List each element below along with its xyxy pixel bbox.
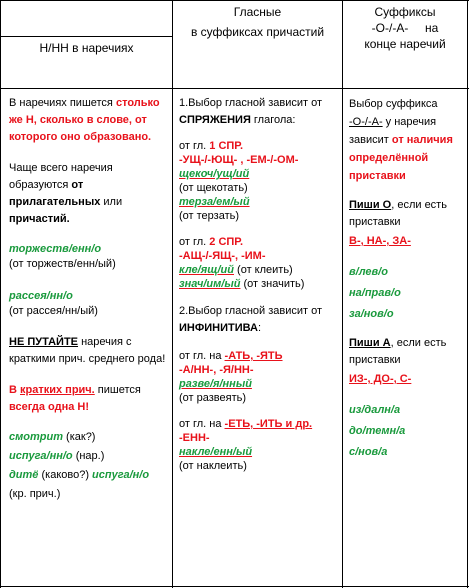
header-divider-col1 <box>0 36 172 37</box>
col3-a-example-2: до/темн/а <box>349 425 406 437</box>
col3-a-example-1: из/далн/а <box>349 404 401 416</box>
col2-inf-1-suffixes: -А/НН-, -Я/НН- <box>179 364 254 376</box>
col1-example-4-word: испуга/нн/о <box>9 450 73 462</box>
header-col3-line2: -О-/-А- на <box>371 21 439 35</box>
header-col1-text: Н/НН в наречиях <box>39 41 134 55</box>
col3-o-examples <box>349 262 463 325</box>
header-col2-line1: Гласные <box>233 5 282 19</box>
col2-conj-2-example: кле/ящ/ий <box>179 264 234 276</box>
col2-section-1-term: СПРЯЖЕНИЯ <box>179 114 251 126</box>
col3-o-example-2: на/прав/о <box>349 287 401 299</box>
col3-content <box>349 95 463 463</box>
col2-inf-1-label: -АТЬ, -ЯТЬ <box>224 350 283 362</box>
col1-short-term: кратких прич. <box>20 384 95 396</box>
col1-example-5-word: дитё <box>9 469 39 481</box>
col2-conj-1-source: (от щекотать) <box>179 182 248 194</box>
col2-section-1-text: 1.Выбор гласной зависит от <box>179 97 323 109</box>
col2-inf-2-source: (от наклеить) <box>179 460 247 472</box>
col2-conj-2-row-2 <box>179 277 339 291</box>
col1-example-5-q: (каково?) <box>38 469 93 481</box>
col3-rule-text: Выбор суффикса <box>349 98 438 110</box>
col3-o-rule <box>349 197 463 250</box>
col1-rule-highlight: столько же Н, сколько в слове, от которого оно образовано. <box>9 97 160 143</box>
col3-rule-suffix: -О-/-А- <box>349 116 383 128</box>
col2-conj-1-from: от гл. <box>179 140 210 152</box>
col3-a-title: Пиши А <box>349 337 391 349</box>
col2-inf-1 <box>179 349 339 405</box>
col1-warning-text: наречия с краткими прич. среднего рода! <box>9 336 166 365</box>
col1-warning-title: НЕ ПУТАЙТЕ <box>9 336 79 348</box>
col2-conj-2-row-1 <box>179 263 339 277</box>
col3-a-example-3: с/нов/а <box>349 446 388 458</box>
col2-conj-1-suffixes: -УЩ-/-ЮЩ- , -ЕМ-/-ОМ- <box>179 154 299 166</box>
header-col2 <box>173 4 342 40</box>
col1-derivation-adj: от прилагательных <box>9 179 101 208</box>
col2-inf-2-suffixes: -ЕНН- <box>179 432 210 444</box>
header-col2-line2: в суффиксах причастий <box>190 25 325 39</box>
col1-example-1-word: торжеств/енн/о <box>9 243 102 255</box>
col1-derivation-or: или <box>100 196 123 208</box>
col1-warning <box>9 334 167 368</box>
col1-example-3-word: смотрит <box>9 431 63 443</box>
col3-o-example-3: за/нов/о <box>349 308 394 320</box>
col3-a-prefixes: ИЗ-, ДО-, С- <box>349 373 412 385</box>
col3-o-prefixes: В-, НА-, ЗА- <box>349 235 411 247</box>
table-border-top <box>0 0 469 1</box>
col2-inf-1-title <box>179 349 339 363</box>
col2-conj-2-from: от гл. <box>179 236 210 248</box>
col1-example-2-word: рассея/нн/о <box>9 290 73 302</box>
col2-inf-2-from: от гл. на <box>179 418 225 430</box>
col2-conj-2-suffixes: -АЩ-/-ЯЩ-, -ИМ- <box>179 250 266 262</box>
col1-example-3-q: (как?) <box>62 431 96 443</box>
col2-inf-1-source: (от развеять) <box>179 392 247 404</box>
col2-inf-2 <box>179 417 339 473</box>
col1-short-v: В <box>9 384 20 396</box>
col3-rule <box>349 95 463 185</box>
col2-conj-2-source: (от клеить) <box>233 264 293 276</box>
col1-content <box>9 95 167 504</box>
table-border-bottom <box>0 586 469 587</box>
col2-conj-1-example-2: терзa/ем/ый <box>179 196 250 208</box>
col2-inf-2-title <box>179 417 339 431</box>
col3-rule-text-2: у наречия зависит <box>349 116 437 146</box>
col2-inf-1-example: разве/я/нный <box>179 378 252 390</box>
col2-inf-2-example: накле/енн/ый <box>179 446 253 458</box>
header-col3-line1: Суффиксы <box>374 5 436 19</box>
col1-examples-3 <box>9 428 167 504</box>
col2-section-1 <box>179 95 339 129</box>
col3-a-rule <box>349 335 463 388</box>
col1-derivation-part: причастий. <box>9 213 70 225</box>
col2-conj-2-example-2: знач/им/ый <box>179 278 241 290</box>
col1-derivation <box>9 160 167 228</box>
col3-rule-highlight: от наличия определённой приставки <box>349 134 453 182</box>
col3-a-examples <box>349 400 463 463</box>
col2-conj-1-label: 1 СПР. <box>209 140 244 152</box>
col2-section-2-end: : <box>257 322 262 334</box>
col1-example-1-source: (от торжеств/енн/ый) <box>9 258 116 270</box>
header-row-divider <box>0 88 469 89</box>
col1-example-4 <box>9 447 167 466</box>
col2-conj-1 <box>179 139 339 223</box>
col1-example-5 <box>9 466 167 485</box>
col2-section-2 <box>179 303 339 337</box>
header-col3-line3: конце наречий <box>364 37 446 51</box>
col1-example-5-note: (кр. прич.) <box>9 488 61 500</box>
col2-conj-2-source-2: (от значить) <box>240 278 305 290</box>
col1-example-1 <box>9 242 167 272</box>
col1-rule <box>9 95 167 146</box>
header-col3 <box>343 4 467 52</box>
col3-a-text: , если есть приставки <box>349 337 447 366</box>
col2-conj-2-title <box>179 235 339 249</box>
col2-inf-2-label: -ЕТЬ, -ИТЬ и др. <box>224 418 313 430</box>
col2-conj-1-example: щекоч/ущ/ий <box>179 168 250 180</box>
col2-content <box>179 95 339 473</box>
col2-conj-2-label: 2 СПР. <box>209 236 244 248</box>
col2-conj-1-title <box>179 139 339 153</box>
header-col1 <box>1 40 172 56</box>
col1-short-participles <box>9 382 167 416</box>
col3-o-title: Пиши О <box>349 199 392 211</box>
col1-derivation-text: Чаще всего наречия образуются <box>9 162 113 191</box>
col1-short-text: пишется <box>94 384 141 396</box>
col2-section-2-text: 2.Выбор гласной зависит от <box>179 305 323 317</box>
col1-example-2-source: (от рассея/нн/ый) <box>9 305 98 317</box>
col1-short-rule: всегда одна Н! <box>9 401 90 413</box>
col3-o-example-1: в/лев/о <box>349 266 388 278</box>
col1-example-4-q: (нар.) <box>72 450 105 462</box>
col1-example-2 <box>9 289 167 319</box>
col1-example-5-word2: испуга/н/о <box>92 469 150 481</box>
col2-section-2-term: ИНФИНИТИВА <box>179 322 258 334</box>
col2-section-1-end: глагола: <box>250 114 296 126</box>
col2-conj-1-source-2: (от терзать) <box>179 210 240 222</box>
col2-inf-1-from: от гл. на <box>179 350 225 362</box>
col1-rule-text: В наречиях пишется <box>9 97 116 109</box>
col2-conj-2 <box>179 235 339 291</box>
col3-o-text: , если есть приставки <box>349 199 447 228</box>
col1-example-3 <box>9 428 167 447</box>
